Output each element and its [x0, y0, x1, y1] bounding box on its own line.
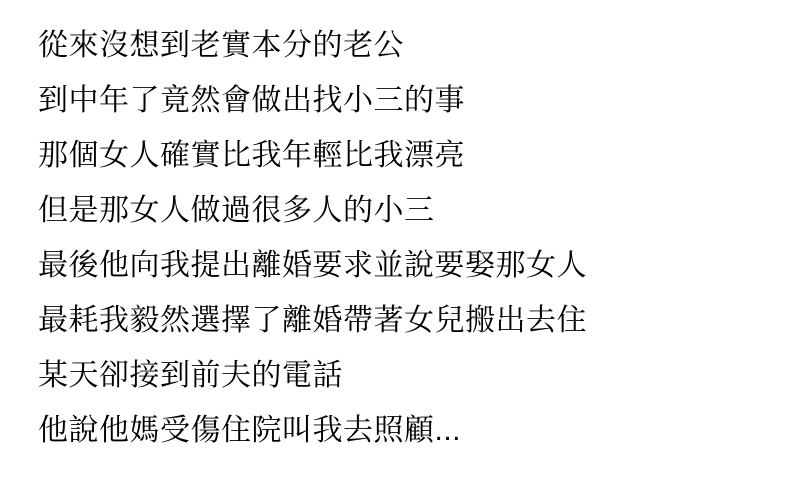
text-line-4: 但是那女人做過很多人的小三: [38, 194, 435, 227]
text-line-1: 從來沒想到老實本分的老公: [38, 29, 404, 62]
text-line-7: 某天卻接到前夫的電話: [38, 359, 343, 392]
text-line-3: 那個女人確實比我年輕比我漂亮: [38, 139, 465, 172]
text-line-2: 到中年了竟然會做出找小三的事: [38, 84, 465, 117]
text-line-6: 最耗我毅然選擇了離婚帶著女兒搬出去住: [38, 304, 587, 337]
text-line-5: 最後他向我提出離婚要求並說要娶那女人: [38, 249, 587, 282]
text-line-8: 他說他媽受傷住院叫我去照顧...: [38, 414, 462, 447]
